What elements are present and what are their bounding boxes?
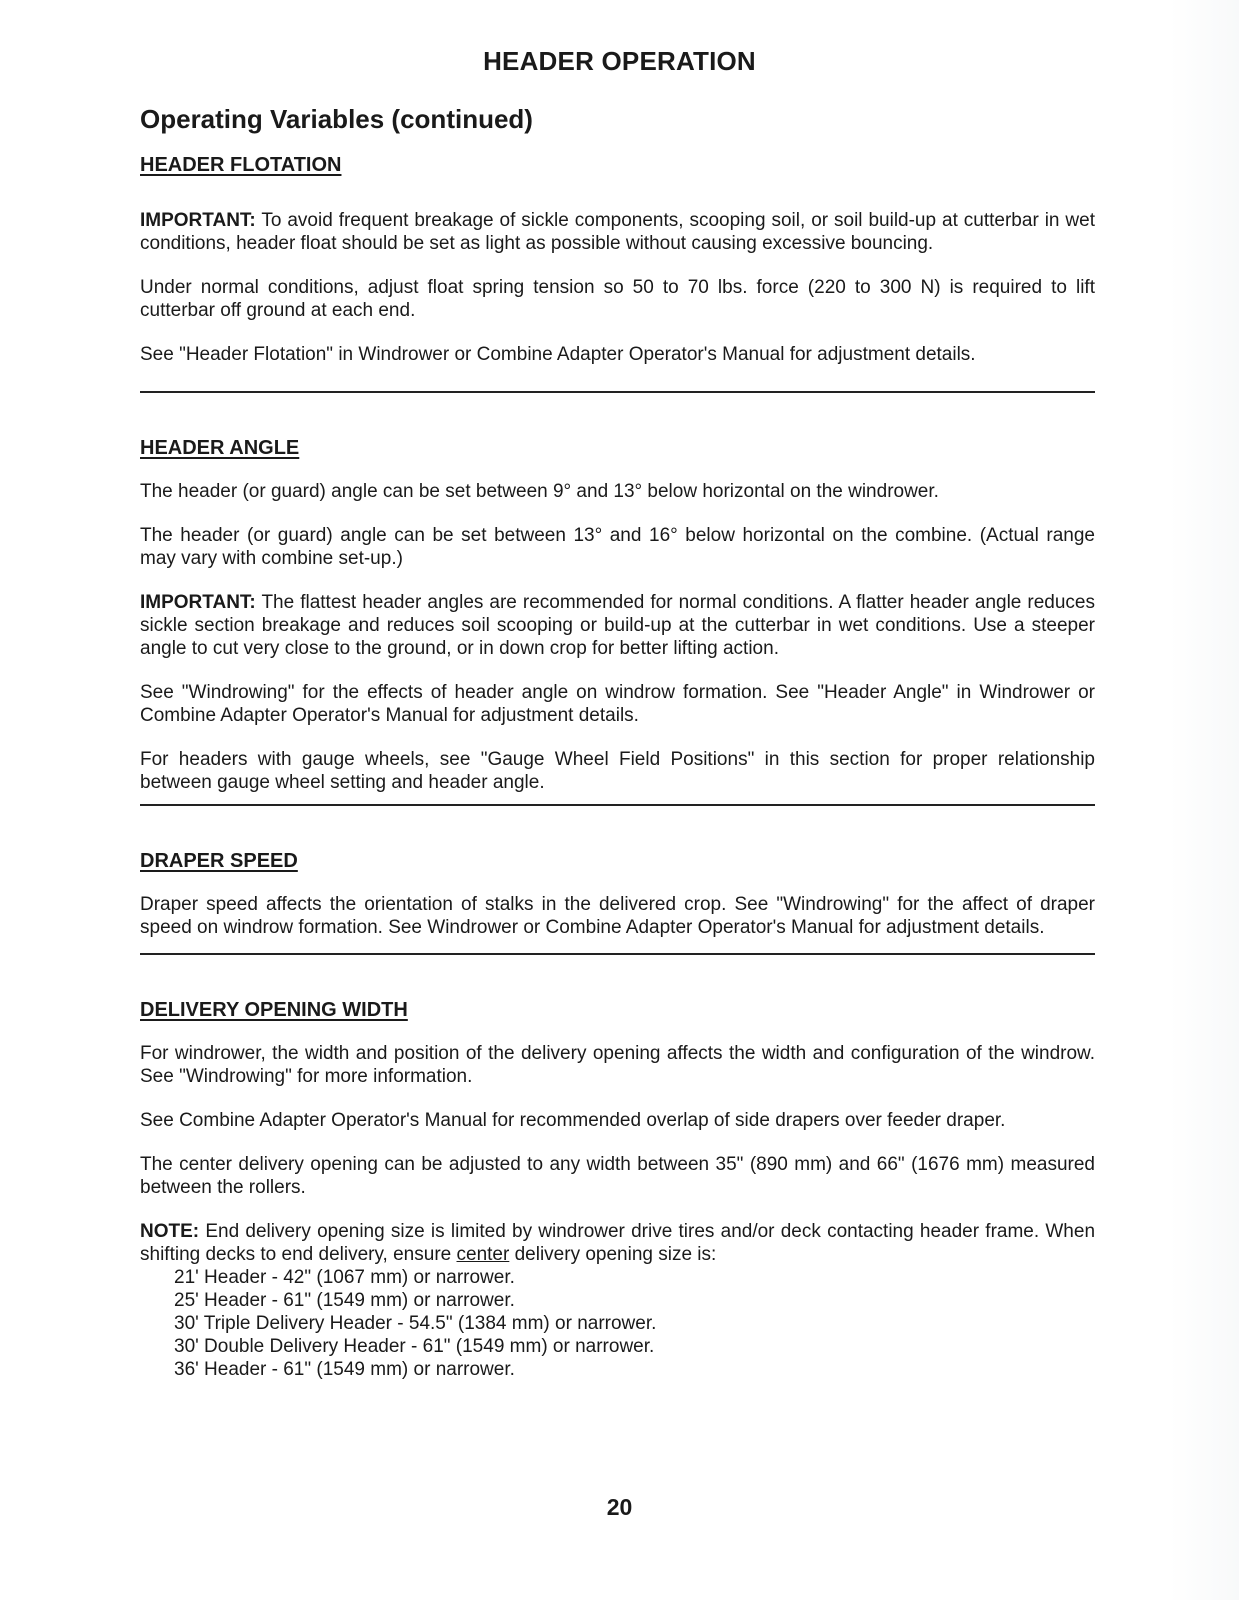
- size-list-item: 21' Header - 42" (1067 mm) or narrower.: [174, 1267, 515, 1288]
- size-list-item: 30' Double Delivery Header - 61" (1549 mm) or narrower.: [174, 1336, 655, 1357]
- flotation-paragraph-2: See "Header Flotation" in Windrower or Combine Adapter Operator's Manual for adjustment details.: [140, 344, 976, 365]
- document-body: [140, 154, 1095, 1381]
- heading-draper-speed: DRAPER SPEED: [140, 850, 298, 872]
- note-label: NOTE:: [140, 1221, 200, 1242]
- flotation-paragraph-1: Under normal conditions, adjust float spring tension so 50 to 70 lbs. force (220 to 300 N) is required to lift cutterbar off ground at each end.: [140, 277, 1095, 321]
- heading-header-angle: HEADER ANGLE: [140, 437, 300, 459]
- size-list-item: 25' Header - 61" (1549 mm) or narrower.: [174, 1290, 515, 1311]
- delivery-paragraph-1: For windrower, the width and position of the delivery opening affects the width and configuration of the windrow. See "Windrowing" for more information.: [140, 1043, 1095, 1087]
- important-text: To avoid frequent breakage of sickle components, scooping soil, or soil build-up at cutterbar in wet conditions, header float should be set as light as possible without causing excessive bouncing.: [140, 210, 1095, 254]
- draper-paragraph-1: Draper speed affects the orientation of stalks in the delivered crop. See "Windrowing" for the affect of draper speed on windrow formation. See Windrower or Combine Adapter Operator's Manual for adjustment details.: [140, 894, 1095, 938]
- important-text: The flattest header angles are recommended for normal conditions. A flatter header angle reduces sickle section breakage and reduces soil scooping or build-up at the cutterbar in wet conditions. Use a steeper angle to cut very close to the ground, or in down crop for better lifting action.: [140, 592, 1095, 659]
- heading-delivery-opening-width: DELIVERY OPENING WIDTH: [140, 999, 408, 1021]
- important-label: IMPORTANT:: [140, 210, 256, 231]
- note-underlined-word: center: [456, 1244, 510, 1265]
- important-label: IMPORTANT:: [140, 592, 256, 613]
- scan-edge-shading: [1169, 0, 1239, 1600]
- delivery-note: [140, 1220, 1095, 1266]
- angle-paragraph-3: See "Windrowing" for the effects of header angle on windrow formation. See "Header Angle" in Windrower or Combine Adapter Operator's Manual for adjustment details.: [140, 682, 1095, 726]
- delivery-size-list: [174, 1266, 1095, 1381]
- angle-paragraph-4: For headers with gauge wheels, see "Gauge Wheel Field Positions" in this section for proper relationship between gauge wheel setting and header angle.: [140, 749, 1095, 793]
- size-list-item: 30' Triple Delivery Header - 54.5" (1384 mm) or narrower.: [174, 1313, 657, 1334]
- page-title: HEADER OPERATION: [483, 46, 756, 76]
- delivery-paragraph-2: See Combine Adapter Operator's Manual for recommended overlap of side drapers over feeder draper.: [140, 1110, 1006, 1131]
- page-number: 20: [606, 1494, 633, 1520]
- note-text-2: delivery opening size is:: [514, 1244, 717, 1265]
- flotation-important: [140, 209, 1095, 255]
- angle-important: [140, 591, 1095, 660]
- note-text-1: End delivery opening size is limited by windrower drive tires and/or deck contacting header frame. When shifting decks to end delivery, ensure: [140, 1221, 1096, 1265]
- delivery-paragraph-3: The center delivery opening can be adjusted to any width between 35" (890 mm) and 66" (1676 mm) measured between the rollers.: [140, 1154, 1095, 1198]
- angle-paragraph-2: The header (or guard) angle can be set between 13° and 16° below horizontal on the combine. (Actual range may vary with combine set-up.): [140, 525, 1095, 569]
- size-list-item: 36' Header - 61" (1549 mm) or narrower.: [174, 1359, 515, 1380]
- angle-paragraph-1: The header (or guard) angle can be set between 9° and 13° below horizontal on the windrower.: [140, 481, 939, 502]
- heading-header-flotation: HEADER FLOTATION: [140, 154, 342, 176]
- section-title: Operating Variables (continued): [140, 104, 533, 134]
